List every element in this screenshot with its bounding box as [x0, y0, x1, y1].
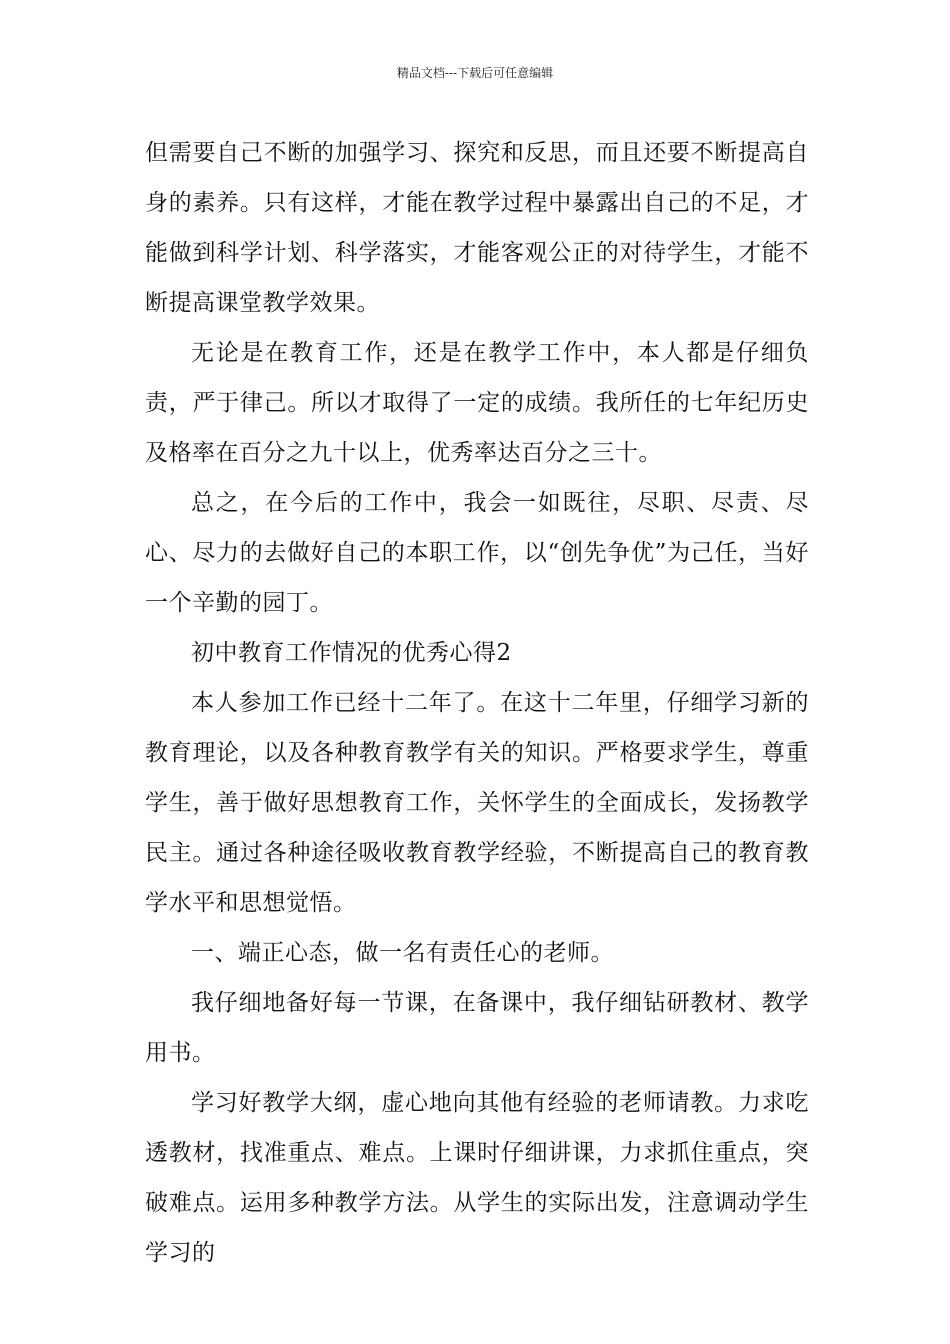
- section-heading: 初中教育工作情况的优秀心得2: [191, 640, 512, 666]
- paragraph-lesson-prep: 我仔细地备好每一节课，在备课中，我仔细钻研教材、教学用书。: [145, 990, 809, 1066]
- paragraph-conclusion: 总之，在今后的工作中，我会一如既往，尽职、尽责、尽心、尽力的去做好自己的本职工作，以“创先争优”为己任，当好一个辛勤的园丁。: [145, 490, 809, 616]
- document-body: [145, 128, 809, 1278]
- subheading-attitude: 一、端正心态，做一名有责任心的老师。: [191, 940, 614, 966]
- page-header: 精品文档---下载后可任意编辑: [396, 66, 554, 80]
- paragraph-teaching-method: 学习好教学大纲，虚心地向其他有经验的老师请教。力求吃透教材，找准重点、难点。上课时仔细讲课，力求抓住重点，突破难点。运用多种教学方法。从学生的实际出发，注意调动学生学习的: [145, 1090, 809, 1266]
- paragraph-introduction: 本人参加工作已经十二年了。在这十二年里，仔细学习新的教育理论，以及各种教育教学有关的知识。严格要求学生，尊重学生，善于做好思想教育工作，关怀学生的全面成长，发扬教学民主。通过各种途径吸收教育教学经验，不断提高自己的教育教学水平和思想觉悟。: [145, 690, 809, 916]
- paragraph-continuation: 但需要自己不断的加强学习、探究和反思，而且还要不断提高自身的素养。只有这样，才能在教学过程中暴露出自己的不足，才能做到科学计划、科学落实，才能客观公正的对待学生，才能不断提高课堂教学效果。: [145, 140, 809, 316]
- paragraph-responsibility: 无论是在教育工作，还是在教学工作中，本人都是仔细负责，严于律己。所以才取得了一定的成绩。我所任的七年纪历史及格率在百分之九十以上，优秀率达百分之三十。: [145, 340, 809, 466]
